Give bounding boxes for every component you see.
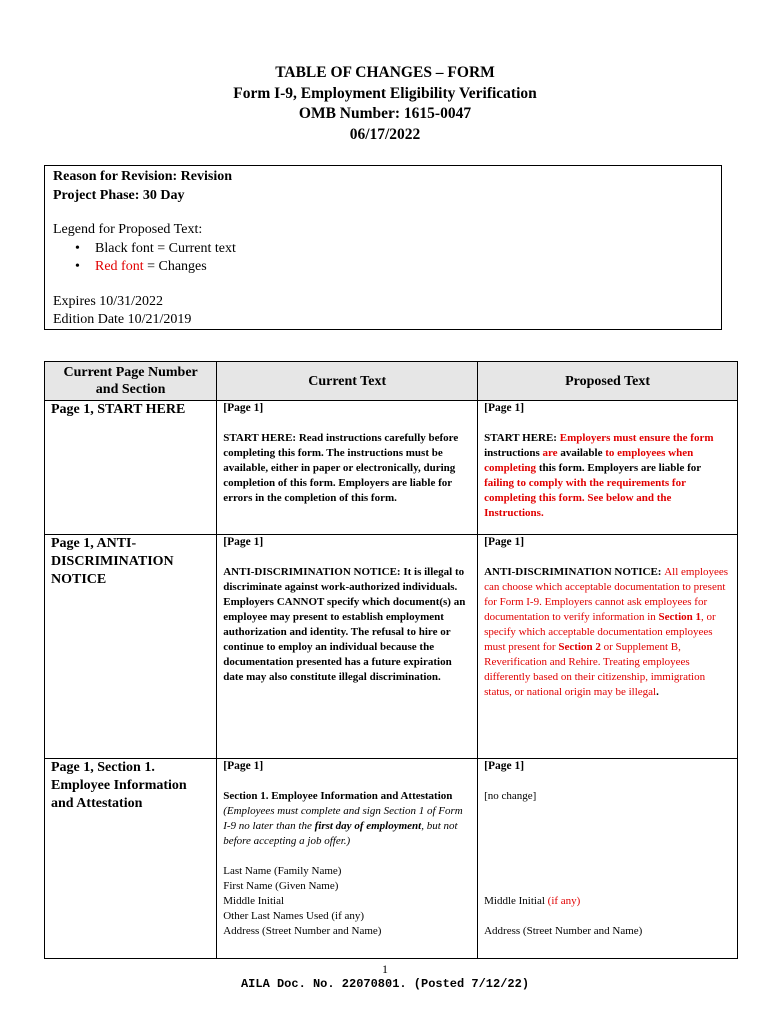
current-text-cell: [217, 759, 478, 959]
field-other-last-names: Other Last Names Used (if any): [223, 910, 365, 922]
title-line-3: OMB Number: 1615-0047: [298, 105, 472, 122]
title-date: 06/17/2022: [349, 125, 421, 143]
table-row: [45, 759, 738, 959]
header-current-text: Current Text: [217, 362, 478, 401]
header-current-page: Current Page Number and Section: [45, 362, 217, 401]
field-first-name: First Name (Given Name): [223, 880, 339, 892]
page-footer: [0, 962, 770, 992]
table-header-row: [45, 362, 738, 401]
title-line-2: Form I-9, Employment Eligibility Verification: [233, 84, 537, 102]
header-proposed-text: Proposed Text: [478, 362, 738, 401]
current-page-ref: [Page 1]: [223, 760, 264, 772]
page-number: 1: [382, 962, 388, 976]
current-text-cell: [217, 535, 478, 759]
row-section-label: Page 1, START HERE: [51, 402, 186, 417]
field-middle-initial: Middle Initial: [223, 895, 285, 907]
changes-table: [44, 361, 738, 959]
proposed-page-ref: [Page 1]: [484, 402, 525, 414]
project-phase: Project Phase: 30 Day: [53, 187, 185, 203]
row-section-cell: [45, 759, 217, 959]
proposed-page-ref: [Page 1]: [484, 536, 525, 548]
proposed-address: Address (Street Number and Name): [484, 925, 643, 937]
current-text: START HERE: Read instructions carefully before completing this form. The instructions must be available, either in paper or electronically, during completion of this form. Employers are liable for errors in the completion of this form.: [223, 432, 459, 504]
expiration-date: Expires 10/31/2022: [53, 293, 164, 309]
title-line-1: TABLE OF CHANGES – FORM: [275, 64, 495, 81]
current-text-cell: [217, 401, 478, 535]
revision-info-box: [44, 165, 722, 330]
proposed-text: ANTI-DISCRIMINATION NOTICE: All employees can choose which acceptable documentation to present for Form I-9. Employers cannot ask employees for documentation to verify information in Section 1, or specify which acceptable documentation employees must present for Section 2 or Supplement B, Reverification and Rehire. Treating employees differently based on their citizenship, immigration status, or national origin may be illegal.: [484, 566, 729, 698]
current-text: Section 1. Employee Information and Attestation (Employees must complete and sign Section 1 of Form I-9 no later than the first day of employment, but not before accepting a job offer.): [223, 790, 463, 847]
proposed-page-ref: [Page 1]: [484, 760, 525, 772]
no-change-note: [no change]: [484, 790, 537, 802]
proposed-middle-initial: Middle Initial (if any): [484, 895, 581, 907]
row-section-label: Page 1, Section 1. Employee Information and Attestation: [51, 760, 187, 811]
proposed-text-cell: [478, 535, 738, 759]
reason-for-revision: Reason for Revision: Revision: [53, 169, 233, 184]
row-section-cell: [45, 401, 217, 535]
current-text: ANTI-DISCRIMINATION NOTICE: It is illegal to discriminate against work-authorized individuals. Employers CANNOT specify which document(s) an employee may present to establish employment authorization and identity. The refusal to hire or continue to employ an individual because the documentation presented has a future expiration date may also constitute illegal discrimination.: [223, 566, 466, 683]
proposed-text-cell: [478, 759, 738, 959]
proposed-text-cell: [478, 401, 738, 535]
edition-date: Edition Date 10/21/2019: [53, 312, 192, 327]
legend-title: Legend for Proposed Text:: [53, 222, 203, 237]
legend-red-label: Red font: [95, 259, 144, 274]
table-row: [45, 401, 738, 535]
current-page-ref: [Page 1]: [223, 536, 264, 548]
proposed-text: START HERE: Employers must ensure the form instructions are available to employees when completing this form. Employers are liable for failing to comply with the requirements for completing this form. See below and the Instructions.: [484, 432, 714, 519]
field-list: [223, 864, 471, 939]
row-section-label: Page 1, ANTI-DISCRIMINATION NOTICE: [51, 536, 174, 587]
field-last-name: Last Name (Family Name): [223, 865, 342, 877]
document-title: [0, 63, 770, 145]
row-section-cell: [45, 535, 217, 759]
legend-item-red: [95, 258, 713, 277]
aila-doc-number: AILA Doc. No. 22070801. (Posted 7/12/22): [240, 977, 530, 991]
current-page-ref: [Page 1]: [223, 402, 264, 414]
legend-item-black: • Black font = Current text: [95, 240, 713, 259]
field-address: Address (Street Number and Name): [223, 925, 382, 937]
table-row: [45, 535, 738, 759]
legend-list: [53, 240, 713, 277]
legend-red-rest: = Changes: [143, 259, 207, 274]
